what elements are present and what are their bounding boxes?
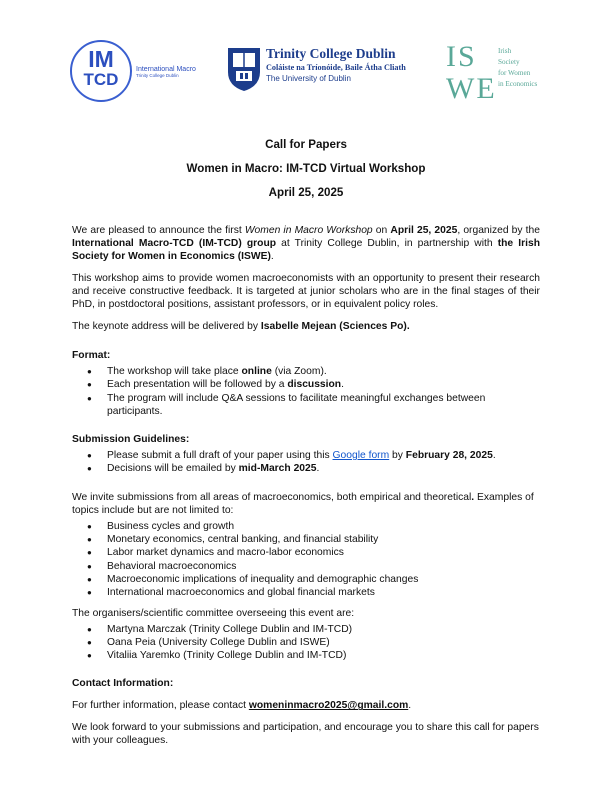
iswe-word: Society <box>498 58 520 66</box>
list-item: ● Martyna Marczak (Trinity College Dublin and IM-TCD) <box>72 623 540 636</box>
workshop-date: April 25, 2025 <box>268 186 344 199</box>
list-item: ● Business cycles and growth <box>72 520 540 533</box>
list-item: ● Oana Peia (University College Dublin and ISWE) <box>72 636 540 649</box>
contact-heading: Contact Information: <box>72 678 174 690</box>
keynote-paragraph: The keynote address will be delivered by Isabelle Mejean (Sciences Po). <box>72 321 410 332</box>
iswe-logo-top: IS <box>446 40 477 73</box>
list-item: ● Vitaliia Yaremko (Trinity College Dublin and IM-TCD) <box>72 649 540 662</box>
list-item: ● Behavioral macroeconomics <box>72 560 540 573</box>
list-item: ● Labor market dynamics and macro-labor economics <box>72 546 540 559</box>
list-item: ● Monetary economics, central banking, and financial stability <box>72 533 540 546</box>
google-form-link[interactable]: Google form <box>332 450 390 462</box>
iswe-word: Irish <box>498 47 512 55</box>
list-item: ● Decisions will be emailed by mid-March 2025. <box>72 462 540 475</box>
imtcd-caption <box>136 66 196 78</box>
contact-paragraph: For further information, please contact womeninmacro2025@gmail.com. <box>72 700 412 712</box>
submission-heading: Submission Guidelines: <box>72 434 190 446</box>
submission-list <box>72 449 540 476</box>
tcd-name: Trinity College Dublin <box>266 46 396 61</box>
tcd-wordmark <box>266 46 406 84</box>
imtcd-logo <box>70 40 132 102</box>
committee-intro: The organisers/scientific committee overseeing this event are: <box>72 607 355 619</box>
list-item: ● Each presentation will be followed by a discussion. <box>72 378 540 391</box>
imtcd-caption-title: International Macro <box>136 66 196 73</box>
list-item: ● Macroeconomic implications of inequality and demographic changes <box>72 573 540 586</box>
iswe-word: for Women <box>498 69 531 77</box>
topics-intro: We invite submissions from all areas of macroeconomics, both empirical and theoretical. Examples of topics include but are not limited to: <box>72 491 534 516</box>
iswe-word: in Economics <box>498 80 538 88</box>
imtcd-logo-line1: IM <box>88 46 114 72</box>
tcd-crest-icon <box>226 46 262 92</box>
topics-list <box>72 520 540 600</box>
workshop-title: Women in Macro: IM-TCD Virtual Workshop <box>186 162 426 175</box>
committee-list <box>72 623 540 663</box>
tcd-irish-name: Coláiste na Tríonóide, Baile Átha Cliath <box>266 63 406 72</box>
tcd-subtitle: The University of Dublin <box>266 74 351 83</box>
list-item: ● Please submit a full draft of your paper using this Google form by February 28, 2025. <box>72 449 540 462</box>
closing-paragraph: We look forward to your submissions and participation, and encourage you to share this call for papers with your colleagues. <box>72 722 539 747</box>
aims-paragraph: This workshop aims to provide women macroeconomists with an opportunity to present their research and receive constructive feedback. It is targeted at junior scholars who are in the final stages of their PhD, in postdoctoral positions, assistant professors, or in equivalent policy roles. <box>72 273 540 310</box>
intro-paragraph: We are pleased to announce the first Women in Macro Workshop on April 25, 2025, organized by the International Macro-TCD (IM-TCD) group at Trinity College Dublin, in partnership with the Irish Society for Women in Economics (ISWE). <box>72 225 541 262</box>
list-item: ● The program will include Q&A sessions to facilitate meaningful exchanges between participants. <box>72 392 540 419</box>
document-body <box>72 138 540 747</box>
imtcd-caption-sub: Trinity College Dublin <box>136 73 179 78</box>
contact-email-link[interactable]: womeninmacro2025@gmail.com <box>248 700 409 712</box>
iswe-logo-bottom: WE <box>446 72 497 105</box>
format-heading: Format: <box>72 350 111 361</box>
logo-row <box>0 38 612 108</box>
list-item: ● International macroeconomics and global financial markets <box>72 586 540 599</box>
imtcd-logo-line2: TCD <box>83 70 119 89</box>
page-title: Call for Papers <box>265 138 347 151</box>
format-list <box>72 365 540 418</box>
list-item: ● The workshop will take place online (via Zoom). <box>72 365 540 378</box>
